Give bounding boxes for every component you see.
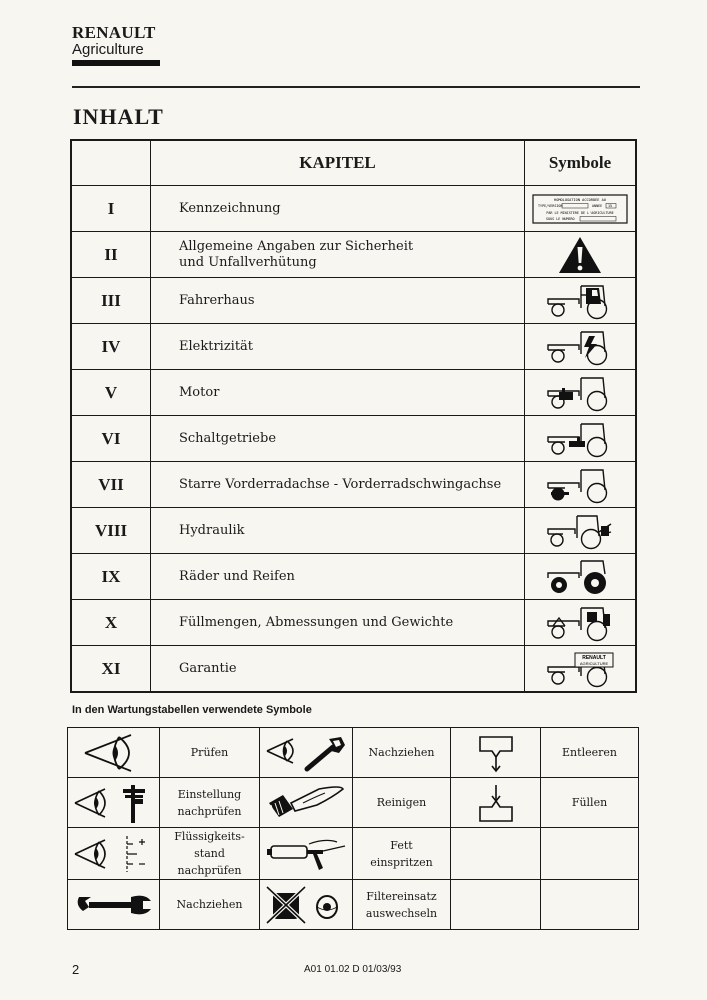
label-nachziehen-mid: Nachziehen bbox=[353, 728, 451, 778]
tractor-engine-icon bbox=[525, 370, 637, 416]
chapter-number: VIII bbox=[71, 508, 151, 554]
header-divider bbox=[72, 86, 640, 88]
chapter-row bbox=[71, 324, 636, 370]
maintenance-symbols-heading: In den Wartungstabellen verwendete Symbole bbox=[72, 704, 312, 716]
tractor-electric-icon bbox=[525, 324, 637, 370]
tractor-gearbox-icon bbox=[525, 416, 637, 462]
maintenance-row bbox=[68, 778, 639, 828]
tractor-hydraulic-icon bbox=[525, 508, 637, 554]
drain-icon bbox=[451, 728, 541, 778]
chapter-row bbox=[71, 646, 636, 693]
tractor-warranty-icon bbox=[525, 646, 637, 693]
chapter-title: Elektrizität bbox=[151, 324, 525, 370]
label-entleeren: Entleeren bbox=[541, 728, 639, 778]
plate-line5: PAR LE MINISTERE DE L'AGRICULTURE bbox=[546, 210, 614, 215]
chapter-number: I bbox=[71, 186, 151, 232]
chapter-row bbox=[71, 232, 636, 278]
chapter-row bbox=[71, 278, 636, 324]
badge-line1: RENAULT bbox=[582, 654, 606, 661]
filter-replace-icon bbox=[260, 880, 353, 930]
tractor-cab-icon bbox=[525, 278, 637, 324]
chapter-number: X bbox=[71, 600, 151, 646]
eye-caliper-icon bbox=[68, 778, 160, 828]
eye-level-icon bbox=[68, 828, 160, 880]
label-einstellung: Einstellung nachprüfen bbox=[160, 778, 260, 828]
chapter-row bbox=[71, 416, 636, 462]
header-chapter: KAPITEL bbox=[151, 140, 525, 186]
empty-cell bbox=[541, 880, 639, 930]
brand-line1: RENAULT bbox=[72, 23, 156, 42]
empty-cell bbox=[541, 828, 639, 880]
label-fuellen: Füllen bbox=[541, 778, 639, 828]
chapter-number: II bbox=[71, 232, 151, 278]
chapter-title: Motor bbox=[151, 370, 525, 416]
maintenance-row bbox=[68, 880, 639, 930]
label-filter: Filtereinsatz auswechseln bbox=[353, 880, 451, 930]
plate-line2: TYPE/VERSION bbox=[538, 203, 563, 208]
maintenance-row bbox=[68, 728, 639, 778]
maintenance-symbols-table bbox=[67, 727, 639, 930]
chapter-title: Räder und Reifen bbox=[151, 554, 525, 600]
brush-icon bbox=[260, 778, 353, 828]
chapter-title: Schaltgetriebe bbox=[151, 416, 525, 462]
chapter-number: XI bbox=[71, 646, 151, 693]
maintenance-row bbox=[68, 828, 639, 880]
chapter-title: Fahrerhaus bbox=[151, 278, 525, 324]
header-blank bbox=[71, 140, 151, 186]
renault-agriculture-logo bbox=[72, 24, 172, 66]
empty-cell bbox=[451, 880, 541, 930]
fill-icon bbox=[451, 778, 541, 828]
chapter-number: VII bbox=[71, 462, 151, 508]
chapter-title: Kennzeichnung bbox=[151, 186, 525, 232]
header-symbol: Symbole bbox=[525, 140, 637, 186]
homologation-plate-icon bbox=[525, 186, 637, 232]
chapter-row bbox=[71, 370, 636, 416]
brand-line2: Agriculture bbox=[72, 41, 144, 58]
chapter-row bbox=[71, 186, 636, 232]
plate-line4: 15 bbox=[608, 203, 613, 208]
contents-table bbox=[70, 139, 637, 693]
eye-check-icon bbox=[68, 728, 160, 778]
chapter-number: IV bbox=[71, 324, 151, 370]
chapter-title: Starre Vorderradachse - Vorderradschwingachse bbox=[151, 462, 525, 508]
eye-wrench-icon bbox=[260, 728, 353, 778]
tractor-capacities-icon bbox=[525, 600, 637, 646]
plate-line3: ANNEE bbox=[592, 203, 603, 208]
chapter-number: IX bbox=[71, 554, 151, 600]
warning-triangle-icon bbox=[525, 232, 637, 278]
chapter-title: Füllmengen, Abmessungen und Gewichte bbox=[151, 600, 525, 646]
page-title: INHALT bbox=[73, 104, 164, 129]
grease-gun-icon bbox=[260, 828, 353, 880]
chapter-title: Allgemeine Angaben zur Sicherheit und Unfallverhütung bbox=[151, 232, 525, 278]
tractor-front-axle-icon bbox=[525, 462, 637, 508]
badge-line2: AGRICULTURE bbox=[579, 660, 609, 666]
chapter-row bbox=[71, 508, 636, 554]
chapter-row bbox=[71, 600, 636, 646]
label-fluessigkeit: Flüssigkeits- stand nachprüfen bbox=[160, 828, 260, 880]
label-fett: Fett einspritzen bbox=[353, 828, 451, 880]
chapter-number: III bbox=[71, 278, 151, 324]
label-reinigen: Reinigen bbox=[353, 778, 451, 828]
chapter-row bbox=[71, 554, 636, 600]
empty-cell bbox=[451, 828, 541, 880]
label-pruefen: Prüfen bbox=[160, 728, 260, 778]
chapter-number: VI bbox=[71, 416, 151, 462]
brand-bar bbox=[72, 60, 160, 66]
chapter-title: Hydraulik bbox=[151, 508, 525, 554]
document-reference: A01 01.02 D 01/03/93 bbox=[304, 964, 402, 975]
chapter-title: Garantie bbox=[151, 646, 525, 693]
tractor-wheels-icon bbox=[525, 554, 637, 600]
chapter-number: V bbox=[71, 370, 151, 416]
chapter-row bbox=[71, 462, 636, 508]
plate-line6: SOUS LE NUMERO bbox=[546, 216, 575, 221]
plate-line1: HOMOLOGATION ACCORDEE AU bbox=[554, 197, 606, 202]
wrench-icon bbox=[68, 880, 160, 930]
page-number: 2 bbox=[72, 962, 80, 977]
label-nachziehen-left: Nachziehen bbox=[160, 880, 260, 930]
contents-header-row bbox=[71, 140, 636, 186]
